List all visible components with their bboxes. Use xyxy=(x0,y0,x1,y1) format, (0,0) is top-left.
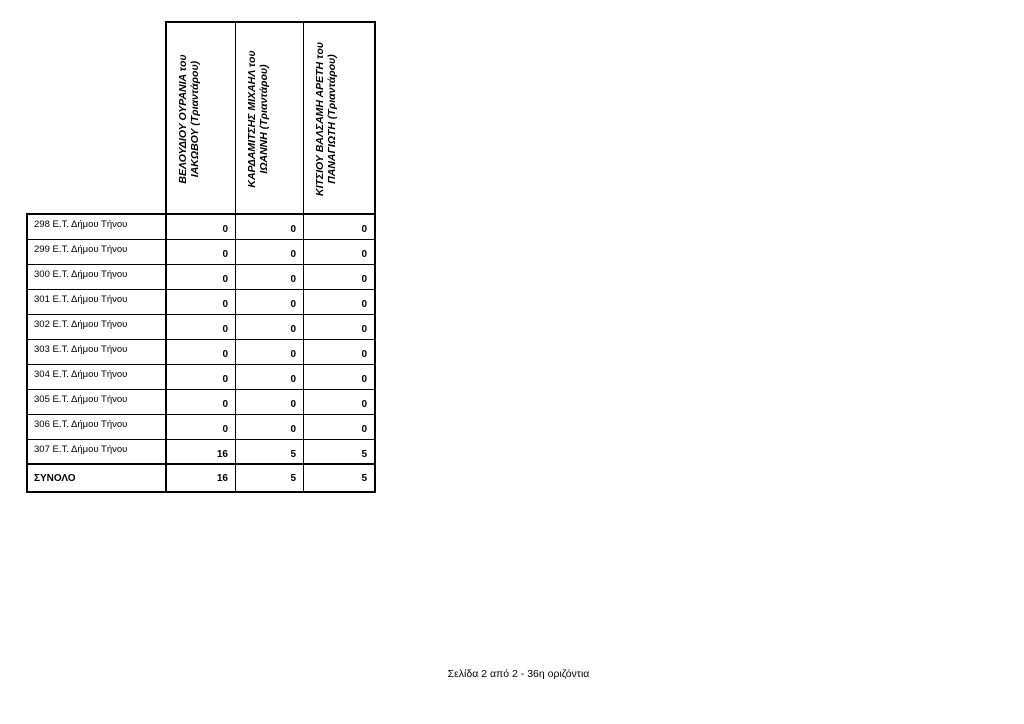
row-label: 305 Ε.Τ. Δήμου Τήνου xyxy=(27,389,166,414)
total-count: 16 xyxy=(166,464,236,492)
vote-count: 5 xyxy=(304,439,376,464)
total-row xyxy=(27,464,375,492)
table-row xyxy=(27,264,375,289)
vote-count: 0 xyxy=(304,314,376,339)
table-row xyxy=(27,314,375,339)
vote-count: 0 xyxy=(166,264,236,289)
vote-count: 0 xyxy=(304,339,376,364)
vote-count: 0 xyxy=(166,289,236,314)
vote-count: 0 xyxy=(236,214,304,239)
row-label: 307 Ε.Τ. Δήμου Τήνου xyxy=(27,439,166,464)
row-label: 298 Ε.Τ. Δήμου Τήνου xyxy=(27,214,166,239)
vote-count: 0 xyxy=(304,239,376,264)
table-row xyxy=(27,239,375,264)
results-table xyxy=(26,21,376,493)
table-row xyxy=(27,289,375,314)
row-label: 299 Ε.Τ. Δήμου Τήνου xyxy=(27,239,166,264)
vote-count: 0 xyxy=(236,389,304,414)
total-label: ΣΥΝΟΛΟ xyxy=(27,464,166,492)
vote-count: 0 xyxy=(304,389,376,414)
vote-count: 0 xyxy=(166,364,236,389)
header-row xyxy=(27,22,375,214)
row-label: 300 Ε.Τ. Δήμου Τήνου xyxy=(27,264,166,289)
vote-count: 0 xyxy=(236,414,304,439)
row-label: 304 Ε.Τ. Δήμου Τήνου xyxy=(27,364,166,389)
vote-count: 0 xyxy=(236,289,304,314)
candidate-name: ΒΕΛΟΥΔΙΟΥ ΟΥΡΑΝΙΑ του ΙΑΚΩΒΟΥ (Τριαντάρου) xyxy=(177,54,201,184)
table-row xyxy=(27,439,375,464)
candidate-header xyxy=(304,22,376,214)
total-count: 5 xyxy=(304,464,376,492)
total-count: 5 xyxy=(236,464,304,492)
corner-cell xyxy=(27,22,166,214)
row-label: 302 Ε.Τ. Δήμου Τήνου xyxy=(27,314,166,339)
table-row xyxy=(27,214,375,239)
vote-count: 0 xyxy=(236,239,304,264)
vote-count: 0 xyxy=(166,314,236,339)
row-label: 303 Ε.Τ. Δήμου Τήνου xyxy=(27,339,166,364)
vote-count: 0 xyxy=(236,339,304,364)
vote-count: 0 xyxy=(304,264,376,289)
candidate-name: ΚΑΡΔΑΜΙΤΣΗΣ ΜΙΧΑΗΛ του ΙΩΑΝΝΗ (Τριαντάρου) xyxy=(246,50,270,188)
vote-count: 0 xyxy=(236,364,304,389)
vote-count: 16 xyxy=(166,439,236,464)
page-footer: Σελίδα 2 από 2 - 36η οριζόντια xyxy=(447,668,590,680)
table-row xyxy=(27,364,375,389)
vote-count: 0 xyxy=(166,214,236,239)
vote-count: 0 xyxy=(304,214,376,239)
vote-count: 0 xyxy=(166,239,236,264)
vote-count: 0 xyxy=(304,414,376,439)
vote-count: 0 xyxy=(166,389,236,414)
row-label: 301 Ε.Τ. Δήμου Τήνου xyxy=(27,289,166,314)
candidate-name: ΚΙΤΣΙΟΥ ΒΑΛΣΑΜΗ ΑΡΕΤΗ του ΠΑΝΑΓΙΩΤΗ (Τριαντάρου) xyxy=(314,42,338,196)
vote-count: 0 xyxy=(236,264,304,289)
candidate-header xyxy=(236,22,304,214)
candidate-header xyxy=(166,22,236,214)
row-label: 306 Ε.Τ. Δήμου Τήνου xyxy=(27,414,166,439)
vote-count: 0 xyxy=(304,289,376,314)
table-row xyxy=(27,414,375,439)
vote-count: 0 xyxy=(166,414,236,439)
vote-count: 0 xyxy=(304,364,376,389)
vote-count: 5 xyxy=(236,439,304,464)
vote-count: 0 xyxy=(236,314,304,339)
vote-count: 0 xyxy=(166,339,236,364)
table-row xyxy=(27,339,375,364)
table-row xyxy=(27,389,375,414)
